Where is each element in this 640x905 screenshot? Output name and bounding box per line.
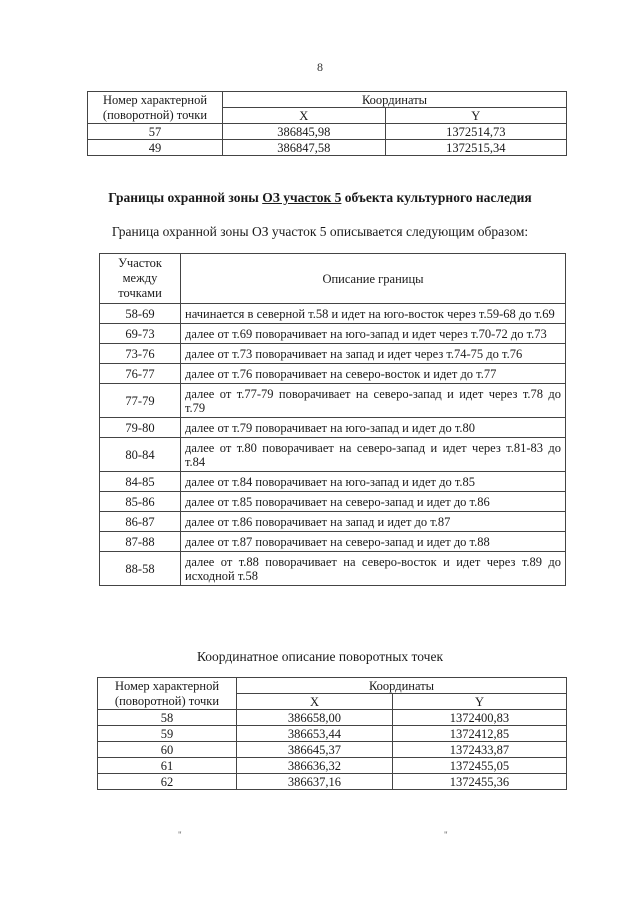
- cell-point: 58: [98, 710, 237, 726]
- cell-segment: 79-80: [100, 418, 181, 438]
- table-row: [98, 758, 567, 774]
- coordinates-table-top: [87, 91, 567, 156]
- table-row: [98, 726, 567, 742]
- page-number: 8: [317, 60, 323, 74]
- header-y: Y: [392, 694, 566, 710]
- header-segment: Участок между точками: [100, 254, 181, 304]
- header-coordinates: Координаты: [237, 678, 567, 694]
- cell-point: 57: [88, 124, 223, 140]
- cell-x: 386636,32: [237, 758, 393, 774]
- header-y: Y: [385, 108, 566, 124]
- cell-description: далее от т.84 поворачивает на юго-запад и идет до т.85: [181, 472, 566, 492]
- cell-segment: 88-58: [100, 552, 181, 586]
- cell-description: далее от т.87 поворачивает на северо-запад и идет до т.88: [181, 532, 566, 552]
- cell-point: 60: [98, 742, 237, 758]
- cell-description: далее от т.85 поворачивает на северо-запад и идет до т.86: [181, 492, 566, 512]
- cell-segment: 69-73: [100, 324, 181, 344]
- cell-x: 386847,58: [223, 140, 386, 156]
- cell-y: 1372433,87: [392, 742, 566, 758]
- cell-segment: 58-69: [100, 304, 181, 324]
- table-row: [98, 742, 567, 758]
- cell-description: далее от т.80 поворачивает на северо-запад и идет через т.81-83 до т.84: [181, 438, 566, 472]
- header-coordinates: Координаты: [223, 92, 567, 108]
- table-row: [100, 418, 566, 438]
- cell-x: 386637,16: [237, 774, 393, 790]
- cell-description: далее от т.86 поворачивает на запад и идет до т.87: [181, 512, 566, 532]
- cell-description: далее от т.79 поворачивает на юго-запад и идет до т.80: [181, 418, 566, 438]
- table-row: [100, 344, 566, 364]
- cell-description: далее от т.76 поворачивает на северо-восток и идет до т.77: [181, 364, 566, 384]
- cell-description: далее от т.73 поворачивает на запад и идет через т.74-75 до т.76: [181, 344, 566, 364]
- cell-segment: 86-87: [100, 512, 181, 532]
- cell-description: начинается в северной т.58 и идет на юго-восток через т.59-68 до т.69: [181, 304, 566, 324]
- footer-mark-left: ": [178, 830, 182, 840]
- cell-segment: 73-76: [100, 344, 181, 364]
- table-row: [100, 304, 566, 324]
- table-row: [100, 492, 566, 512]
- zone-name-underlined: ОЗ участок 5: [262, 190, 342, 205]
- cell-segment: 80-84: [100, 438, 181, 472]
- table-row: [100, 438, 566, 472]
- header-x: X: [237, 694, 393, 710]
- intro-paragraph: Граница охранной зоны ОЗ участок 5 описывается следующим образом:: [111, 224, 529, 239]
- table-row: [88, 140, 567, 156]
- cell-x: 386653,44: [237, 726, 393, 742]
- cell-segment: 87-88: [100, 532, 181, 552]
- cell-segment: 76-77: [100, 364, 181, 384]
- cell-y: 1372514,73: [385, 124, 566, 140]
- cell-x: 386658,00: [237, 710, 393, 726]
- table-row: [88, 124, 567, 140]
- cell-y: 1372455,05: [392, 758, 566, 774]
- cell-segment: 85-86: [100, 492, 181, 512]
- coordinates-heading: Координатное описание поворотных точек: [196, 649, 444, 664]
- table-row: [100, 552, 566, 586]
- coordinates-table-bottom: [97, 677, 567, 790]
- cell-description: далее от т.69 поворачивает на юго-запад и идет через т.70-72 до т.73: [181, 324, 566, 344]
- cell-x: 386645,37: [237, 742, 393, 758]
- cell-point: 49: [88, 140, 223, 156]
- header-x: X: [223, 108, 386, 124]
- cell-point: 62: [98, 774, 237, 790]
- header-point-number: Номер характерной (поворотной) точки: [88, 92, 223, 124]
- header-description: Описание границы: [181, 254, 566, 304]
- table-row: [98, 710, 567, 726]
- table-row: [100, 512, 566, 532]
- table-row: [100, 532, 566, 552]
- table-row: [100, 472, 566, 492]
- cell-segment: 77-79: [100, 384, 181, 418]
- cell-y: 1372455,36: [392, 774, 566, 790]
- table-row: [100, 364, 566, 384]
- cell-description: далее от т.88 поворачивает на северо-восток и идет через т.89 до исходной т.58: [181, 552, 566, 586]
- section-heading: Границы охранной зоны ОЗ участок 5 объекта культурного наследия: [108, 190, 532, 205]
- footer-mark-right: ": [444, 830, 448, 840]
- table-row: [100, 324, 566, 344]
- cell-point: 61: [98, 758, 237, 774]
- boundary-description-table: [99, 253, 566, 586]
- cell-segment: 84-85: [100, 472, 181, 492]
- cell-x: 386845,98: [223, 124, 386, 140]
- table-row: [98, 774, 567, 790]
- header-point-number: Номер характерной (поворотной) точки: [98, 678, 237, 710]
- table-row: [100, 384, 566, 418]
- cell-point: 59: [98, 726, 237, 742]
- cell-y: 1372400,83: [392, 710, 566, 726]
- cell-y: 1372515,34: [385, 140, 566, 156]
- cell-description: далее от т.77-79 поворачивает на северо-запад и идет через т.78 до т.79: [181, 384, 566, 418]
- cell-y: 1372412,85: [392, 726, 566, 742]
